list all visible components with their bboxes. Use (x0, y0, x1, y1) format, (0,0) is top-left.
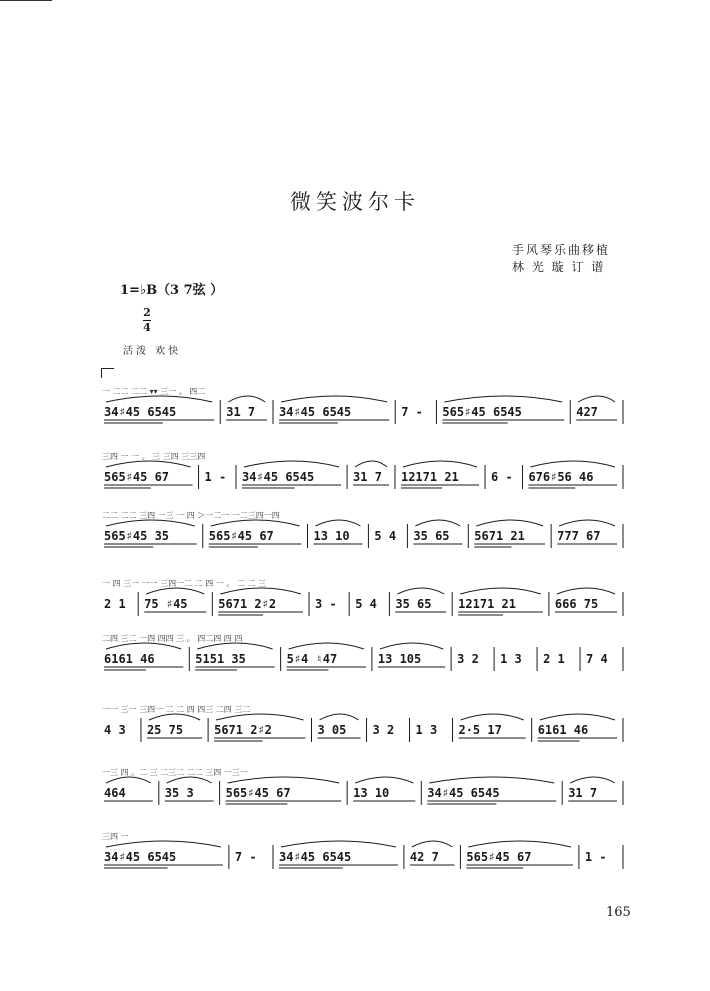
measure-notes: 35 3 (164, 786, 194, 800)
slur-arc (316, 520, 361, 526)
measure-notes: 1 - (204, 470, 227, 484)
meter-numerator: 2 (143, 306, 151, 319)
slur-arc (281, 396, 387, 402)
slur-arc (106, 643, 181, 649)
measure-notes: 7 4 (586, 652, 608, 666)
fingering-line: 三四 一 (102, 832, 129, 841)
slur-arc (149, 714, 200, 720)
slur-arc (211, 520, 300, 526)
measure-notes: 2 1 (543, 652, 565, 666)
slur-arc (460, 588, 541, 594)
measure-notes: 31 7 (226, 405, 256, 419)
fingering-line: 一三 四 。二 三 二三二 二二 三四 一三一 (102, 768, 248, 777)
slur-arc (220, 588, 301, 594)
fingering-line: 一 二二 二二 ▾▾ 三一 。 四二 (102, 387, 206, 396)
slur-arc (380, 643, 443, 649)
measure-notes: 1 3 (500, 652, 522, 666)
measure-notes: 565♯45 67 (225, 786, 291, 800)
tempo-marking: 活泼 欢快 (123, 346, 182, 357)
song-title: 微笑波尔卡 (290, 190, 420, 214)
measure-notes: 666 75 (554, 597, 599, 611)
measure-notes: 35 65 (413, 529, 450, 543)
measure-notes: 1 - (584, 850, 607, 864)
measure-notes: 6 - (491, 470, 513, 484)
slur-arc (281, 841, 396, 847)
measure-notes: 25 75 (146, 723, 184, 737)
measure-notes: 1 3 (415, 723, 438, 737)
slur-arc (228, 396, 265, 402)
measure-notes: 5671 21 (474, 529, 525, 543)
slur-arc (460, 714, 523, 720)
measure-notes: 3 05 (317, 723, 347, 737)
slur-arc (559, 520, 615, 526)
measure-notes: 2 1 (104, 597, 126, 611)
slur-arc (106, 841, 221, 847)
slur-arc (319, 714, 358, 720)
measure-notes: 2·5 17 (458, 723, 502, 737)
measure-notes: 5♯4 ♮47 (286, 652, 338, 666)
measure-notes: 12171 21 (458, 597, 516, 611)
slur-arc (228, 777, 340, 783)
meter-denominator: 4 (143, 321, 151, 334)
fingering-line: 一 四 三一 一一 三四一二 二 四 一 。 二 二 三 (102, 579, 266, 588)
measure-notes: 34♯45 6545 (279, 850, 352, 864)
slur-arc (540, 714, 615, 720)
slur-arc (468, 841, 571, 847)
measure-notes: 777 67 (557, 529, 601, 543)
measure-notes: 13 10 (353, 786, 390, 800)
slur-arc (403, 461, 477, 467)
fingering-line: 二四 三二 一四 四四 三 。 四二四 四 四 (102, 634, 243, 643)
measure-notes: 35 65 (395, 597, 432, 611)
slur-arc (415, 520, 460, 526)
measure-notes: 5 4 (355, 597, 377, 611)
slur-arc (444, 396, 562, 402)
slur-arc (578, 396, 615, 402)
measure-notes: 427 (576, 405, 598, 419)
measure-notes: 13 10 (313, 529, 350, 543)
slur-arc (355, 777, 413, 783)
slur-arc (557, 588, 615, 594)
measure-notes: 6161 46 (104, 652, 155, 666)
slur-arc (106, 520, 195, 526)
measure-notes: 3 2 (372, 723, 395, 737)
slur-arc (216, 714, 303, 720)
measure-notes: 5671 2♯2 (214, 723, 272, 737)
slur-arc (355, 461, 387, 467)
measure-notes: 34♯45 6545 (104, 850, 177, 864)
credit-editor: 林 光 璇 订 谱 (512, 260, 606, 274)
slur-arc (244, 461, 339, 467)
slur-arc (167, 777, 212, 783)
slur-arc (197, 643, 272, 649)
slur-arc (397, 588, 444, 594)
slur-arc (146, 588, 204, 594)
slur-arc (476, 520, 543, 526)
slur-arc (429, 777, 554, 783)
measure-notes: 13 105 (377, 652, 422, 666)
measure-notes: 7 - (234, 850, 257, 864)
fingering-line: 一一 三一 三四一 二 二 四 四三 二四 三二 (102, 705, 251, 714)
measure-notes: 464 (104, 786, 126, 800)
measure-notes: 5151 35 (195, 652, 246, 666)
slur-arc (412, 841, 452, 847)
measure-notes: 12171 21 (400, 470, 459, 484)
fingering-line: 二二 二二 三四 一三 一 四 ＞一二一 一二三四一四 (102, 511, 280, 520)
measure-notes: 565♯45 67 (208, 529, 274, 543)
slur-arc (106, 777, 151, 783)
key-signature: 1=♭B（3 7弦 ） (120, 283, 224, 298)
measure-notes: 3 2 (457, 652, 479, 666)
measure-notes: 7 - (401, 405, 423, 419)
page-number: 165 (606, 905, 631, 920)
measure-notes: 5671 2♯2 (218, 597, 277, 611)
measure-notes: 565♯45 6545 (442, 405, 522, 419)
slur-arc (289, 643, 364, 649)
slur-arc (106, 461, 191, 467)
measure-notes: 3 - (315, 597, 337, 611)
measure-notes: 565♯45 35 (104, 529, 170, 543)
slur-arc (570, 777, 615, 783)
measure-notes: 31 7 (568, 786, 598, 800)
measure-notes: 75 ♯45 (144, 597, 188, 611)
slur-arc (106, 396, 212, 402)
measure-notes: 34♯45 6545 (279, 405, 352, 419)
measure-notes: 5 4 (374, 529, 397, 543)
measure-notes: 34♯45 6545 (427, 786, 500, 800)
measure-notes: 565♯45 67 (104, 470, 170, 484)
measure-notes: 6161 46 (537, 723, 589, 737)
measure-notes: 4 3 (104, 723, 126, 737)
measure-notes: 34♯45 6545 (241, 470, 315, 484)
measure-notes: 565♯45 67 (466, 850, 532, 864)
measure-notes: 42 7 (409, 850, 439, 864)
measure-notes: 676♯56 46 (528, 470, 594, 484)
credit-arranger: 手风琴乐曲移植 (512, 243, 611, 257)
fingering-line: 三四 一 一 。 三 三四 三三四 (102, 452, 206, 461)
measure-notes: 34♯45 6545 (104, 405, 177, 419)
measure-notes: 31 7 (353, 470, 382, 484)
slur-arc (530, 461, 615, 467)
